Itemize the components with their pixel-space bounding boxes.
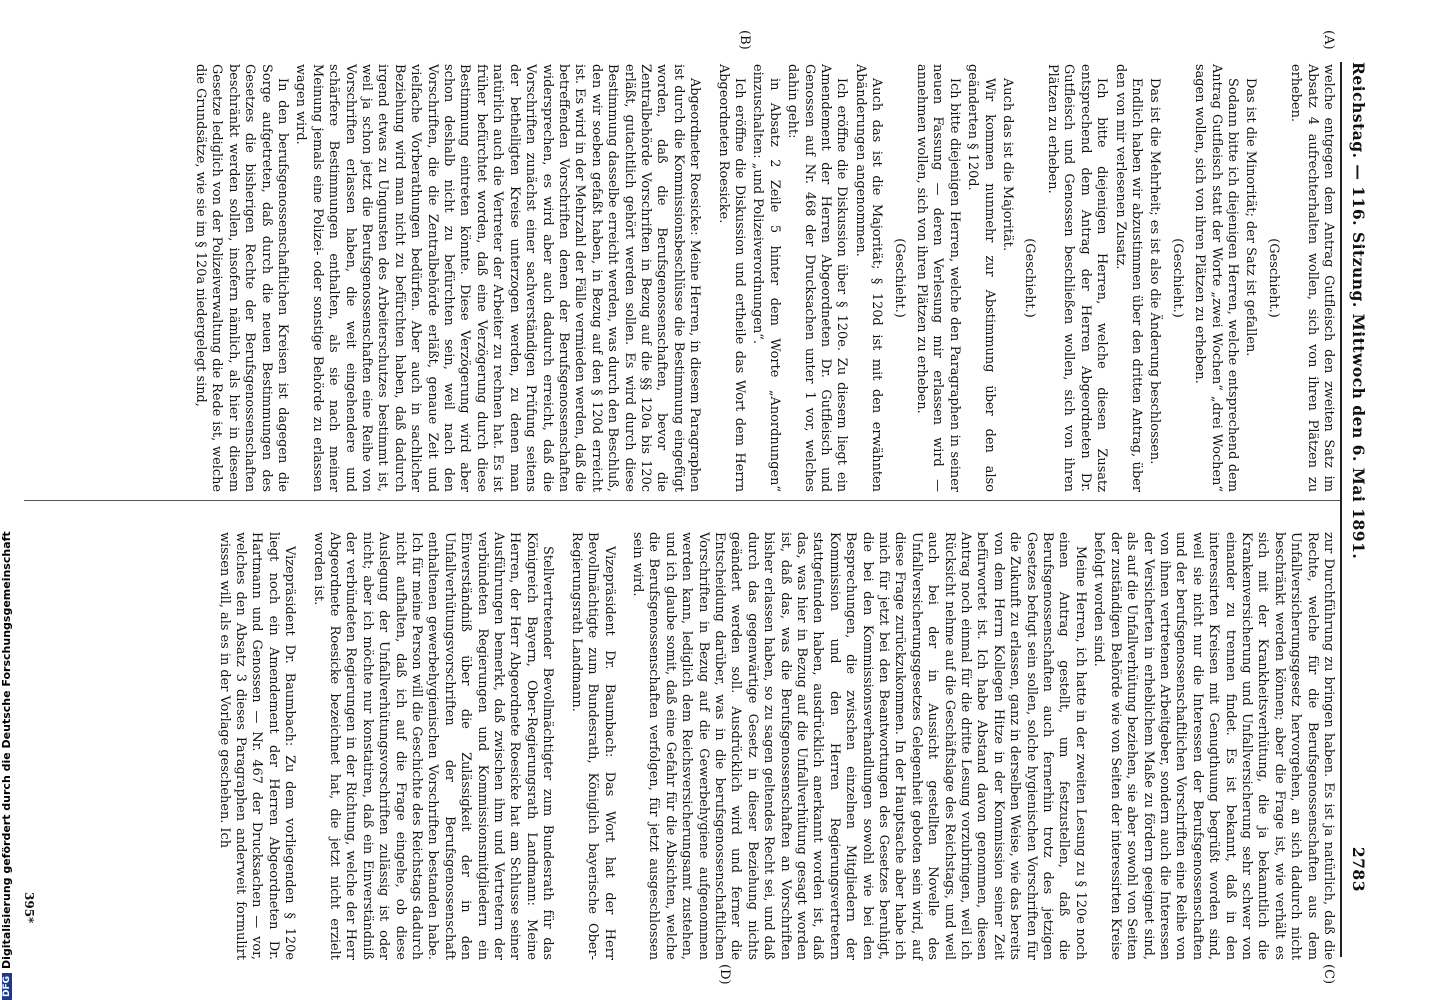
paragraph: welche entgegen dem Antrag Gutfleisch den zweiten Satz im Absatz 4 aufrechterhalten wollen, sich von ihren Plätzen zu erheben. [1288,64,1336,492]
stage-direction: (Geschieht.) [1169,238,1185,318]
paragraph: Das ist die Minorität; der Satz ist gefallen. [1243,78,1259,357]
paragraph: Meine Herren, ich hatte in der zweiten Lesung zu § 120e noch einen Antrag gestellt, um festzustellen, daß die Berufsgenossenschaften auch fernerhin trotz des jetzigen Gesetzes befugt sein sollen, solche hygienischen Vorschriften für die Zukunft zu erlassen, ganz in derselben Weise, wie das bereits von dem Herrn Kollegen Hitze in der Kommission seiner Zeit befürwortet ist. Ich habe Abstand davon genommen, diesen Antrag noch einmal für die dritte Lesung vorzubringen, weil ich Rücksicht nehme auf die Geschäftslage des Reichstags, und weil auch bei der in Aussicht gestellten Novelle des Unfallversicherungsgesetzes Gelegenheit geboten sein wird, auf diese Frage zurückzukommen. In der Hauptsache aber habe ich mich für jetzt bei den Beantwortungen des Gesetzes beruhigt, die bei den Kommissionsverhandlungen sowohl wie bei den Besprechungen, die zwischen einzelnen Mitgliedern der Kommission und den Herren Regierungsvertretern stattgefunden haben, ausdrücklich anerkannt worden ist, daß das, was hier in Bezug auf die Unfallverhütung gesagt worden ist, daß das, was die Berufsgenossenschaften an Vorschriften bisher erlassen haben, so zu sagen geltendes Recht sei, und daß durch das gegenwärtige Gesetz in dieser Beziehung nichts geändert werden soll. Ausdrücklich wird und ferner die Entscheidung darüber, was in die berufsgenossenschaftlichen Vorschriften in Bezug auf die Gewerbehygiene aufgenommen werden kann, lediglich dem Reichsversicherungsamt zustehen, und ich glaube somit, daß eine Gefahr für die Absichten, welche die Berufsgenossenschaften verfolgen, für jetzt ausgeschlossen sein wird. [629,532,1088,960]
digitization-credit [0,531,14,1000]
paragraph: Auch das ist die Majorität; § 120d ist mit den erwähnten Abänderungen angenommen. [852,64,885,492]
paragraph-spacer [617,532,627,960]
paragraph: Wir kommen nunmehr zur Abstimmung über den also geänderten § 120d. [965,64,997,492]
running-head: Reichstag. — 116. Sitzung. Mittwoch den 6. Mai 1891. [1349,62,1368,560]
paragraph: Abgeordneter Roesicke: Meine Herren, in diesem Paragraphen ist durch die Kommissionsbeschlüsse die Bestimmung eingefügt worden, daß die Berufsgenossenschaften, bevor die Zentralbehörde Vorschriften in Bezug auf die §§ 120a bis 120c erläßt, gutachtlich gehört werden sollen. Es wird durch diese Bestimmung dasselbe erreicht werden, was durch den Beschluß, den wir soeben gefaßt haben, in Bezug auf den § 120d erreicht ist. Es wird in der Mehrzahl der Fälle vermieden werden, daß die betreffenden Vorschriften denen der Berufsgenossenschaften widersprechen, es wird aber auch dadurch erreicht, daß die Vorschriften zunächst einer sachverständigen Prüfung seitens der betheiligten Kreise unterzogen werden, zu denen man natürlich auch die Vertreter der Arbeiter zu rechnen hat. Es ist früher befürchtet worden, daß eine Verzögerung durch diese Bestimmung eintreten könnte. Diese Verzögerung wird aber schon deshalb nicht zu befürchten sein, weil nach den Vorschriften, die die Zentralbehörde erläßt, genaue Zeit und vielfache Vorberathungen bedürfen. Aber auch in sachlicher Beziehung wird man nicht zu befürchten haben, daß dadurch irgend etwas zu Ungunsten des Arbeiterschutzes bestimmt ist, weil ja schon jetzt die Berufsgenossenschaften eine Reihe von Vorschriften erlassen haben, die weit eingehendere und schärfere Bestimmungen enthalten, als sie nach meiner Meinung jemals eine Polizei- oder sonstige Behörde zu erlassen wagen wird. [293,64,703,492]
paragraph-spacer [702,64,712,492]
paragraph: Auch das ist die Majorität. [1000,78,1016,252]
paragraph-spacer [555,532,565,960]
paragraph: Endlich haben wir abzustimmen über den dritten Antrag, über den von mir verlesenen Zusatz. [1112,64,1144,492]
paragraph: Ich eröffne die Diskussion über § 120e. Zu diesem liegt ein Amendement der Herren Abgeordneten Dr. Gutfleisch und Genossen auf Nr. 468 der Drucksachen unter 1 vor, welches dahin geht: [785,64,850,492]
paragraph: Das ist die Mehrheit; es ist also die Änderung beschlossen. [1147,78,1163,465]
paragraph: in Absatz 2 Zeile 5 hinter dem Worte „Anordnungen“ einzuschalten: „und Polizeiverordnungen“. [750,64,782,492]
paragraph: zur Durchführung zu bringen haben. Es ist ja natürlich, daß die Rechte, welche für die Berufsgenossenschaften aus dem Unfallversicherungsgesetz hervorgehen, an sich dadurch nicht beschränkt werden können; aber die Frage ist, wie verhält es sich mit der Krankheitsverhütung, die ja bekanntlich die Krankenversicherung und Unfallversicherung sehr schwer von einander zu trennen findet. Es ist bekannt, daß in den interessirten Kreisen mit Genugthuung begrüßt worden sind, weil sie nicht nur die Interessen der Berufsgenossenschaften und der berufsgenossenschaftlichen Vorschriften eine Reihe von von ihnen vertretenen Arbeitgeber, sondern auch die Interessen der Versicherten in erheblichem Maße zu fördern geeignet sind, als auf die Unfallverhütung beziehen, sie aber sowohl von Seiten der zuständigen Behörde wie von Seiten der interessirten Kreise befolgt worden sind. [1091,532,1336,960]
paragraph: Ich bitte diejenigen Herren, welche diesen Zusatz entsprechend dem Antrag der Herren Abgeordneten Dr. Gutfleisch und Genossen beschließen wollen, sich von ihren Plätzen zu erheben. [1044,64,1110,492]
margin-letter-b: (B) [737,30,752,50]
left-column [190,64,1336,492]
paragraph: Vizepräsident Dr. Baumbach: Zu dem vorliegenden § 120e liegt noch ein Amendement der Herren Abgeordneten Dr. Hartmann und Genossen — Nr. 467 der Drucksachen — vor, welches den Absatz 3 dieses Paragraphen anderweit formulirt wissen will, als es in der Vorlage geschehen. Ich [216,532,298,960]
header-rule [1340,62,1342,957]
paragraph: Ich bitte diejenigen Herren, welche den Paragraphen in seiner neuen Fassung — deren Verlesung mir erlassen wird — annehmen wollen, sich von ihren Plätzen zu erheben. [914,64,962,492]
paragraph: Stellvertretender Bevollmächtigter zum Bundesrath für das Königreich Bayern, Ober-Regierungsrath Landmann: Meine Herren, der Herr Abgeordnete Roesicke hat am Schlusse seiner Ausführungen bemerkt, daß zwischen ihm und Vertretern der verbündeten Regierungen und Kommissionsmitgliedern ein Einverständniß über die Zulässigkeit der in den Unfallverhütungsvorschriften der Berufsgenossenschaft enthaltenen gewerbehygienischen Vorschriften bestanden habe. Ich für meine Person will die Geschichte des Reichstags dadurch nicht aufhalten, daß ich auf die Frage eingehe, ob diese Auslegung der Unfallverhütungsvorschriften zulässig ist oder nicht; aber ich möchte nur konstatiren, daß ein Einverständniß der verbündeten Regierungen in der Richtung, welche der Herr Abgeordnete Roesicke bezeichnet hat, die jetzt nicht erzielt worden ist. [310,532,556,960]
stage-direction: (Geschieht.) [1022,238,1038,318]
page-number: 2783 [1349,846,1368,892]
margin-letter-c: (C) [1321,964,1336,985]
stage-direction: (Geschieht.) [1265,238,1281,318]
paragraph: In den berufsgenossenschaftlichen Kreisen ist dagegen die Sorge aufgetreten, daß durch die neuen Bestimmungen des Gesetzes die bisherigen Rechte der Berufsgenossenschaften beschränkt werden sollen, insofern nämlich, als hier in diesem Gesetze lediglich von der Polizeiverwaltung die Rede ist, welche die Grundsätze, wie sie im § 120a niedergelegt sind, [193,64,291,492]
paragraph: Ich eröffne die Diskussion und ertheile das Wort dem Herrn Abgeordneten Roesicke. [715,64,747,492]
page-header [1344,62,1370,892]
paragraph: Sodann bitte ich diejenigen Herren, welche entsprechend dem Antrag Gutfleisch statt der Worte „zwei Wochen“ „drei Wochen“ sagen wollen, sich von ihren Plätzen zu erheben. [1192,64,1240,492]
margin-letter-d: (D) [717,964,732,985]
stage-direction: (Geschieht.) [891,238,907,318]
margin-letter-a: (A) [1321,30,1336,50]
column-divider [24,500,1340,501]
signature-mark: 395* [22,892,36,924]
paragraph-spacer [297,532,307,960]
paragraph: Vizepräsident Dr. Baumbach: Das Wort hat der Herr Bevollmächtigte zum Bundesrath, Königlich bayerische Ober-Regierungsrath Landmann. [568,532,617,960]
credit-text: Digitalisierung gefördert durch die Deutsche Forschungsgemeinschaft [0,531,13,969]
right-column [213,532,1336,960]
dfg-logo: DFG [2,973,12,1000]
